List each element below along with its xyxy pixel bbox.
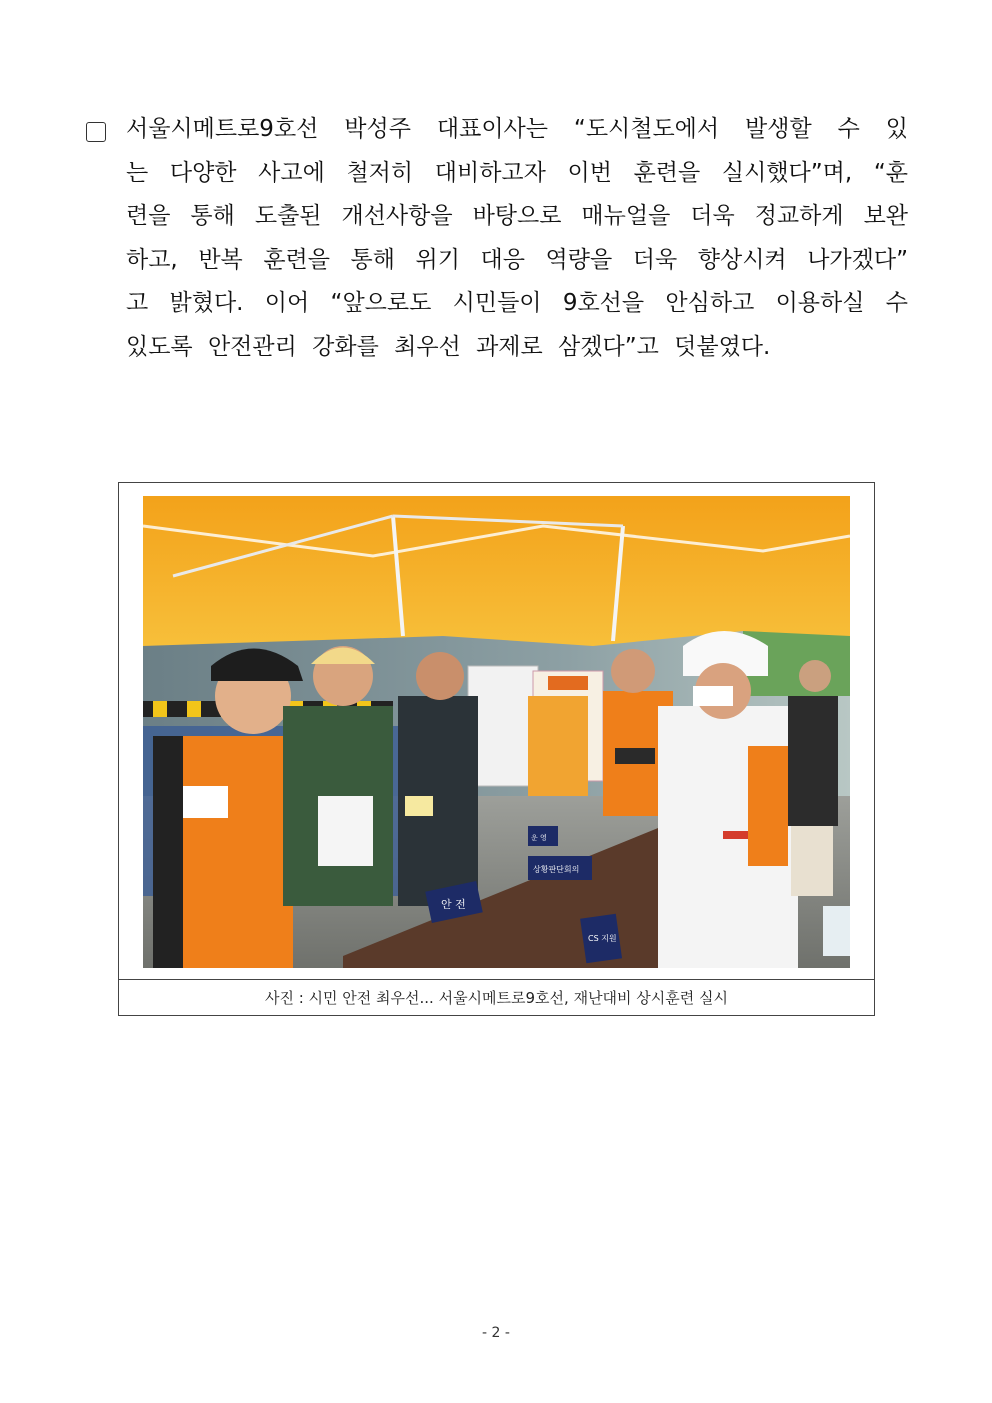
paragraph-line: 서울시메트로9호선 박성주 대표이사는 “도시철도에서 발생할 수 있 xyxy=(126,116,908,142)
paragraph-line: 고 밝혔다. 이어 “앞으로도 시민들이 9호선을 안심하고 이용하실 수 xyxy=(126,290,908,317)
training-photo xyxy=(143,496,850,968)
page-number: - 2 - xyxy=(482,1325,510,1341)
paragraph-line: 는 다양한 사고에 철저히 대비하고자 이번 훈련을 실시했다”며, “훈 xyxy=(126,159,908,186)
paragraph-line: 하고, 반복 훈련을 통해 위기 대응 역량을 더욱 향상시켜 나가겠다” xyxy=(126,246,908,273)
nameplate-situation: 상황판단회의 xyxy=(533,865,580,874)
photo-figure xyxy=(118,482,875,1016)
paragraph-lines xyxy=(126,108,908,370)
nameplate-safety: 안 전 xyxy=(441,898,466,911)
checkbox-bullet-icon xyxy=(86,122,106,142)
paragraph-line: 있도록 안전관리 강화를 최우선 과제로 삼겠다”고 덧붙였다. xyxy=(126,333,771,360)
paragraph-line: 련을 통해 도출된 개선사항을 바탕으로 매뉴얼을 더욱 정교하게 보완 xyxy=(126,203,908,230)
nameplate-operation: 운 영 xyxy=(531,834,547,842)
photo-caption: 사진 : 시민 안전 최우선... 서울시메트로9호선, 재난대비 상시훈련 실시 xyxy=(119,979,874,1017)
nameplate-cs: CS 지원 xyxy=(588,934,617,943)
